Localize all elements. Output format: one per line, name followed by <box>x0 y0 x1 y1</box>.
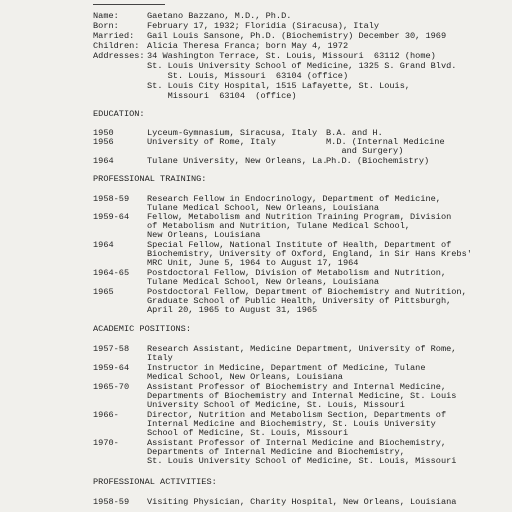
activities-heading: PROFESSIONAL ACTIVITIES: <box>93 477 217 487</box>
academic-text: Assistant Professor of Internal Medicine and Biochemistry, <box>147 438 447 448</box>
training-text: Graduate School of Public Health, University of Pittsburgh, <box>147 296 452 306</box>
training-year: 1965 <box>93 287 114 297</box>
edu-institution: Tulane University, New Orleans, La. <box>147 156 328 166</box>
academic-text: Director, Nutrition and Metabolism Section, Departments of <box>147 410 447 420</box>
academic-text: Departments of Biochemistry and Internal Medicine, St. Louis <box>147 391 457 401</box>
academic-year: 1957-58 <box>93 344 130 354</box>
address-home: 34 Washington Terrace, St. Louis, Missouri 63112 (home) <box>147 51 436 61</box>
training-text: Research Fellow in Endocrinology, Department of Medicine, <box>147 194 441 204</box>
training-text: April 20, 1965 to August 31, 1965 <box>147 305 318 315</box>
edu-institution: University of Rome, Italy <box>147 137 276 147</box>
edu-institution: Lyceum-Gymnasium, Siracusa, Italy <box>147 128 318 138</box>
academic-text: Medical School, New Orleans, Louisiana <box>147 372 343 382</box>
edu-degree: B.A. and H. <box>326 128 383 138</box>
born-value: February 17, 1932; Floridia (Siracusa), Italy <box>147 21 380 31</box>
academic-text: Italy <box>147 353 173 363</box>
training-year: 1959-64 <box>93 212 130 222</box>
academic-heading: ACADEMIC POSITIONS: <box>93 324 191 334</box>
academic-text: School of Medicine, St. Louis, Missouri <box>147 428 349 438</box>
education-heading: EDUCATION: <box>93 109 145 119</box>
academic-text: Research Assistant, Medicine Department, University of Rome, <box>147 344 457 354</box>
edu-year: 1964 <box>93 156 114 166</box>
academic-year: 1970- <box>93 438 119 448</box>
addresses-label: Addresses: <box>93 51 145 61</box>
training-year: 1958-59 <box>93 194 130 204</box>
edu-year: 1950 <box>93 128 114 138</box>
training-text: Postdoctoral Fellow, Division of Metabolism and Nutrition, <box>147 268 447 278</box>
training-text: Fellow, Metabolism and Nutrition Training Program, Division <box>147 212 452 222</box>
activities-text: Visiting Physician, Charity Hospital, New Orleans, Louisiana <box>147 497 457 507</box>
academic-text: Assistant Professor of Biochemistry and Internal Medicine, <box>147 382 447 392</box>
training-text: Biochemistry, University of Oxford, England, in Sir Hans Krebs' <box>147 249 472 259</box>
edu-degree: M.D. (Internal Medicine <box>326 137 445 147</box>
address-office-1-cont: St. Louis, Missouri 63104 (office) <box>147 71 349 81</box>
name-value: Gaetano Bazzano, M.D., Ph.D. <box>147 11 292 21</box>
edu-degree-cont: and Surgery) <box>326 146 404 156</box>
name-label: Name: <box>93 11 119 21</box>
edu-year: 1956 <box>93 137 114 147</box>
address-office-2-cont: Missouri 63104 (office) <box>147 91 297 101</box>
training-heading: PROFESSIONAL TRAINING: <box>93 174 207 184</box>
edu-degree: Ph.D. (Biochemistry) <box>326 156 430 166</box>
training-text: Tulane Medical School, New Orleans, Louisiana <box>147 277 380 287</box>
training-text: Tulane Medical School, New Orleans, Louisiana <box>147 203 380 213</box>
address-office-2: St. Louis City Hospital, 1515 Lafayette, St. Louis, <box>147 81 411 91</box>
training-text: New Orleans, Louisiana <box>147 230 261 240</box>
activities-year: 1958-59 <box>93 497 130 507</box>
training-text: Postdoctoral Fellow, Department of Biochemistry and Nutrition, <box>147 287 467 297</box>
born-label: Born: <box>93 21 119 31</box>
academic-text: St. Louis University School of Medicine, St. Louis, Missouri <box>147 456 457 466</box>
children-label: Children: <box>93 41 140 51</box>
training-year: 1964 <box>93 240 114 250</box>
academic-text: Instructor in Medicine, Department of Medicine, Tulane <box>147 363 426 373</box>
training-text: Special Fellow, National Institute of Health, Department of <box>147 240 452 250</box>
academic-year: 1959-64 <box>93 363 130 373</box>
children-value: Alicia Theresa Franca; born May 4, 1972 <box>147 41 349 51</box>
top-rule <box>93 4 165 5</box>
academic-year: 1966- <box>93 410 119 420</box>
training-year: 1964-65 <box>93 268 130 278</box>
training-text: of Metabolism and Nutrition, Tulane Medical School, <box>147 221 411 231</box>
address-office-1: St. Louis University School of Medicine, 1325 S. Grand Blvd. <box>147 61 457 71</box>
academic-text: Departments of Internal Medicine and Biochemistry, <box>147 447 405 457</box>
academic-text: University School of Medicine, St. Louis, Missouri <box>147 400 405 410</box>
married-label: Married: <box>93 31 135 41</box>
academic-year: 1965-70 <box>93 382 130 392</box>
training-text: MRC Unit, June 5, 1964 to August 17, 1964 <box>147 258 359 268</box>
married-value: Gail Louis Sansone, Ph.D. (Biochemistry) December 30, 1969 <box>147 31 447 41</box>
academic-text: Internal Medicine and Biochemistry, St. Louis University <box>147 419 436 429</box>
